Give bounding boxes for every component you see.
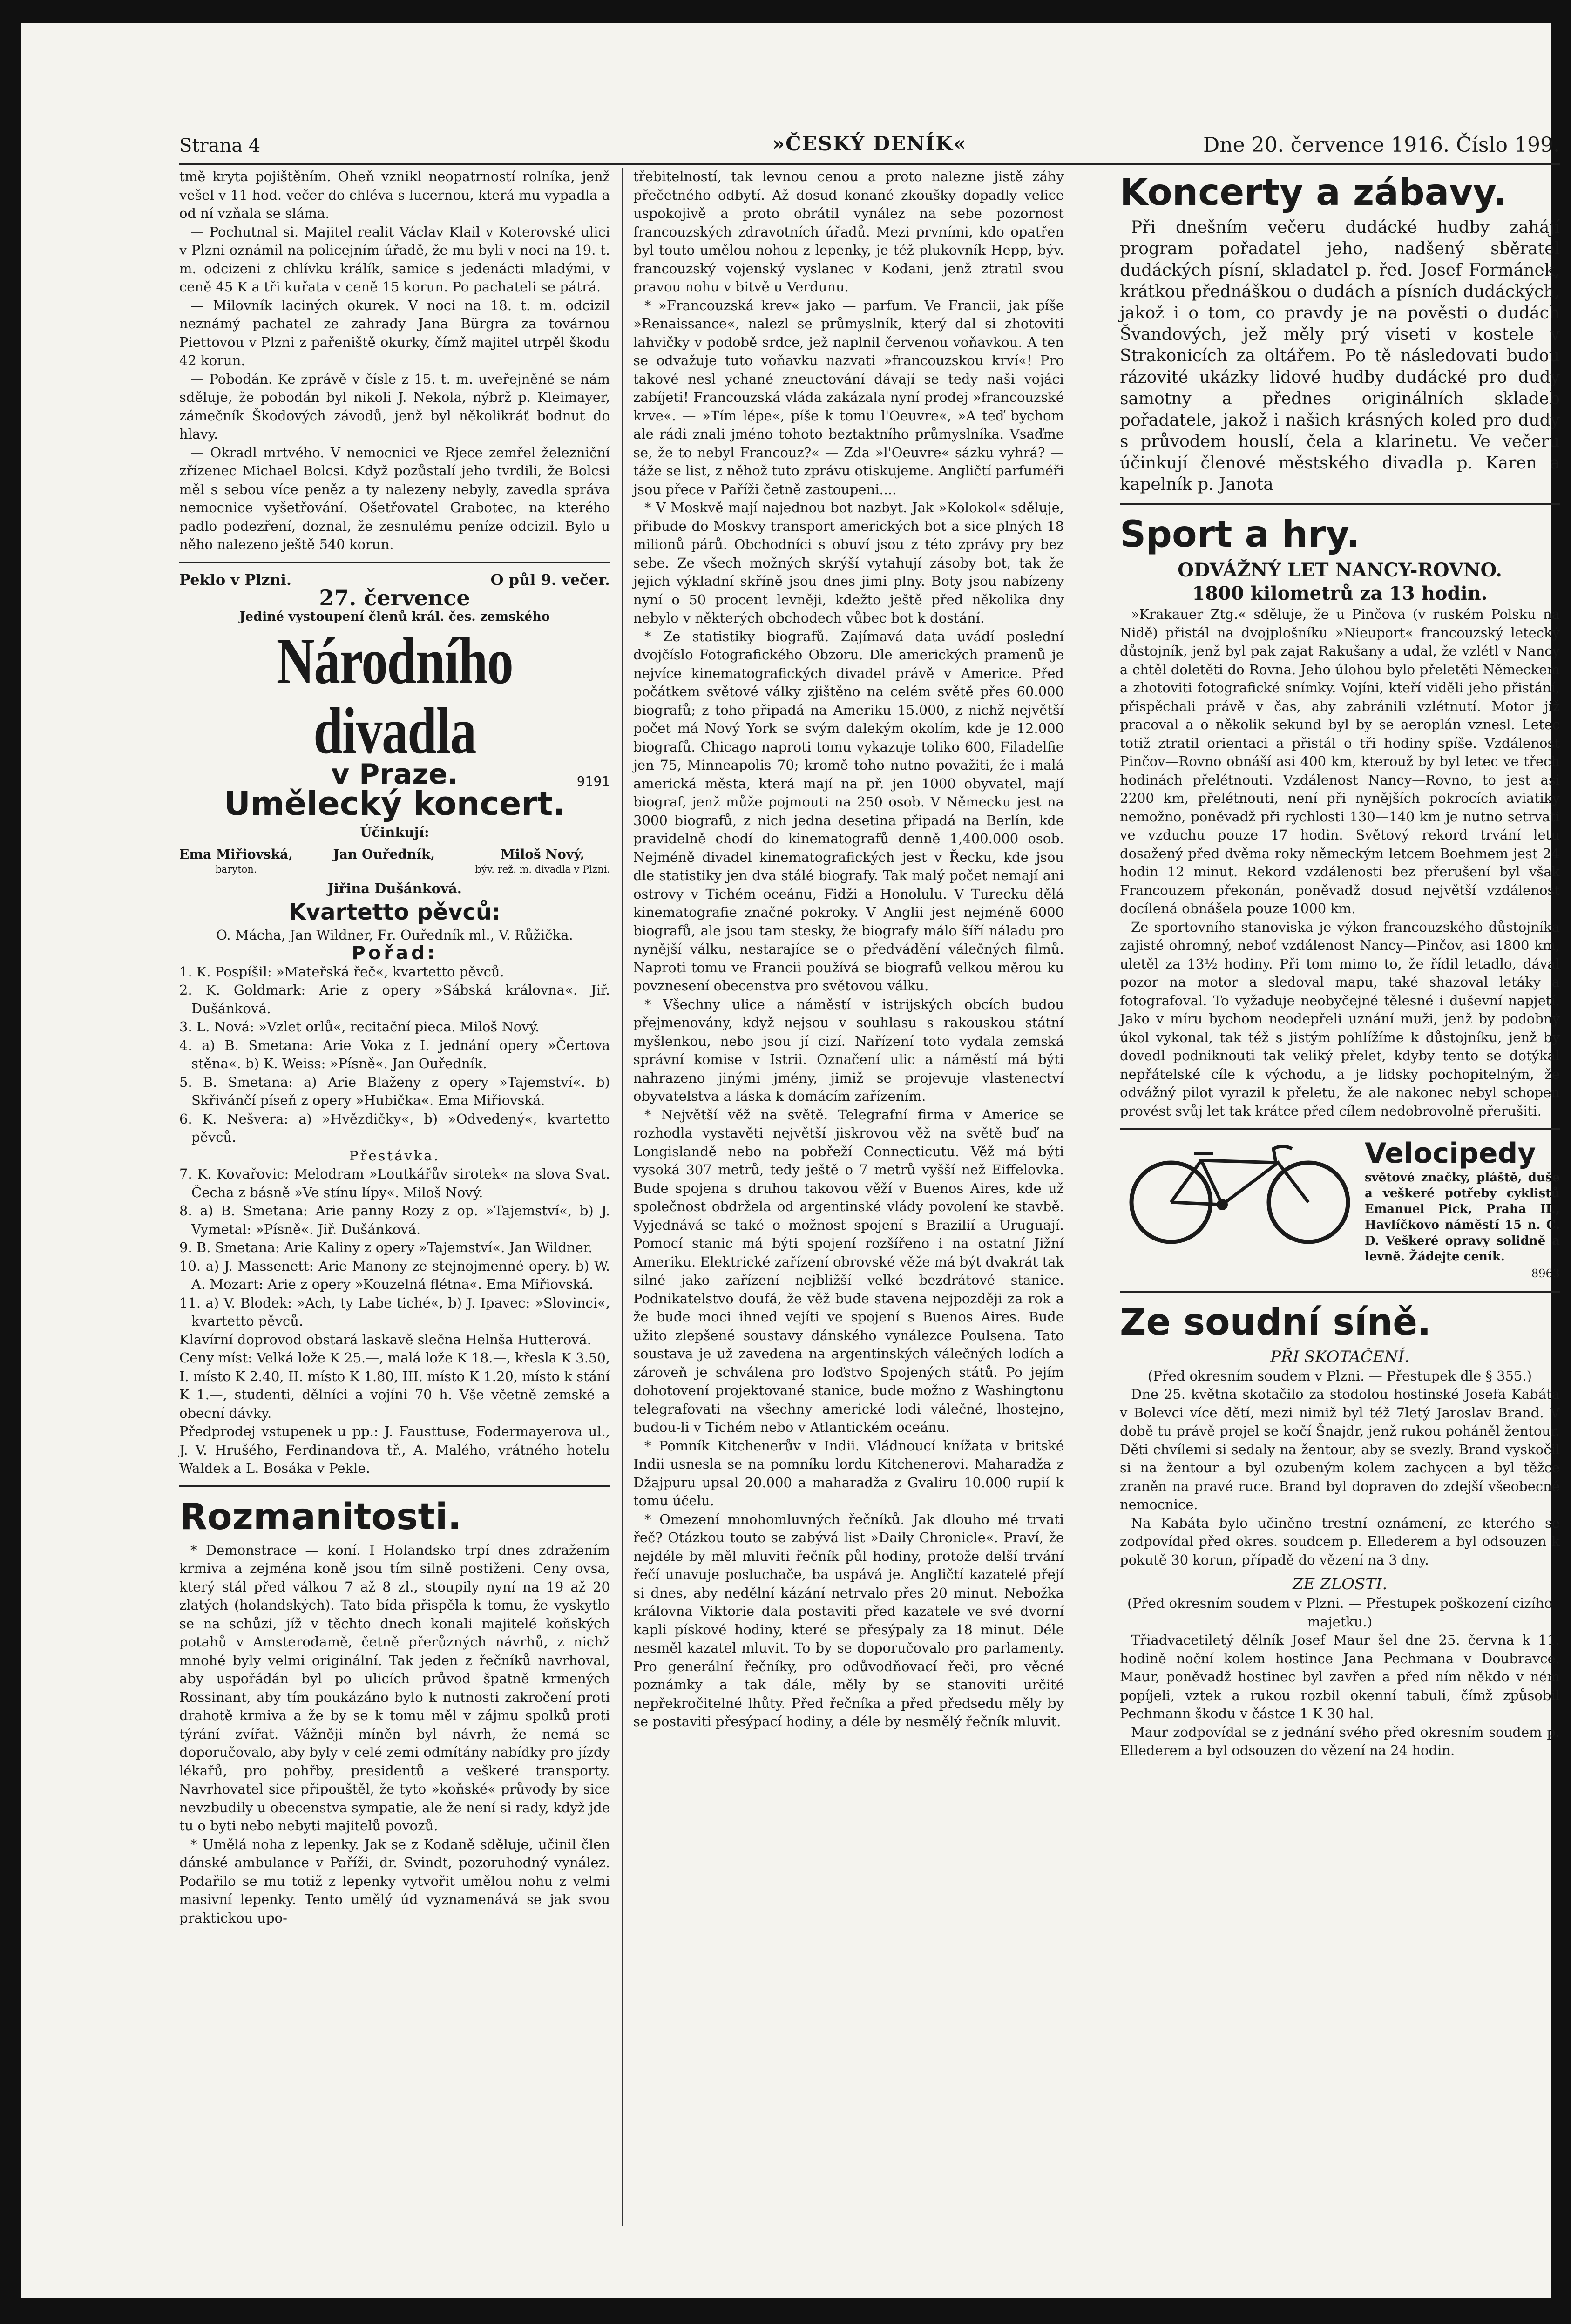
article-headline: ODVÁŽNÝ LET NANCY-ROVNO. [1178,559,1502,581]
page-number: Strana 4 [179,135,261,156]
quartet-title: Kvartetto pěvců: [288,899,501,925]
quartet-members: O. Mácha, Jan Wildner, Fr. Ouředník ml., V. Růžička. [216,927,573,943]
article-text: třebitelností, tak levnou cenou a proto nalezne jistě záhy přečetného odbytí. Až dosud konané zkoušky dopadly velice uspokojivě a proto obrátil vynález na sebe pozornost francouzských zdravotních úřadů. Mezi prvními, kdo opatřen byl touto umělou nohou z lepenky, je též plukovník Hepp, býv. francouzský vojenský vyslanec v Kodani, jenž ztratil svou pravou nohu v bitvě u Verdunu. [633,169,1064,295]
program-item: 4. a) B. Smetana: Arie Voka z I. jednání opery »Čertova stěna«. b) K. Weiss: »Písně«. Jan Ouředník. [179,1037,610,1071]
news-item: Třiadvacetiletý dělník Josef Maur šel dne 25. června k 11. hodině noční kolem hostince Jana Pechmana v Doubravce. Maur, poněvadž hostinec byl zavřen a před ním někdo v ném popíjeli, vztek a rukou rozbil okenní tabuli, čímž způsobil Pechmann škodu v částce 1 K 30 hal. [1120,1632,1560,1721]
news-item: * Pomník Kitchenerův v Indii. Vládnoucí knížata v britské Indii usnesla se na pomníku lordu Kitchenerovi. Maharadža z Džajpuru upsal 20.000 a maharadža z Gvaliru 10.000 rupií k tomu účelu. [633,1437,1064,1509]
article-subheadline: 1800 kilometrů za 13 hodin. [1192,583,1488,604]
divider [1120,503,1560,505]
performer [475,847,610,877]
program-item: 11. a) V. Blodek: »Ach, ty Labe tiché«, b) J. Ipavec: »Slovinci«, kvartetto pěvců. [179,1294,610,1329]
performer-name: Ema Miřiovská, [179,847,293,862]
divider [1120,1128,1560,1130]
performer-role: baryton. [215,864,257,875]
news-item: — Milovník laciných okurek. V noci na 18. t. m. odcizil neznámý pachatel ze zahrady Jana Bürgra za továrnou Piettovou v Plzni z pařeniště okurky, čímž majitel utrpěl škodu 42 korun. [179,297,610,368]
program-item: 2. K. Goldmark: Arie z opery »Sábská královna«. Jiř. Dušánková. [179,982,610,1016]
ticket-prices: Ceny míst: Velká lože K 25.—, malá lože K 18.—, křesla K 3.50, I. místo K 2.40, II. místo K 1.80, III. místo K 1.20, místo k stání K 1.—, studenti, dělníci a vojíni 70 h. Vše včetně zemské a obecní dávky. [179,1350,610,1421]
column-3 [1120,168,1560,2230]
news-item: * Největší věž na světě. Telegrafní firma v Americe se rozhodla vystavěti největší jiskrovou věž na světě buď na Longislandě nebo na pobřeží Connecticutu. Věž má býti vysoká 307 metrů, tedy ještě o 7 metrů vyšší než Eiffelovka. Bude spojena s druhou takovou věží v Buenos Aires, kde už společnost obdržela od argentinské vlády povolení ke stavbě. Vyjednává se také o možnost spojení s Brazilií a Uruguají. Pomocí stanic má býti spojení rozšířeno i na ostatní Jižní Ameriku. Elektrické zařízení obrovské věže má být dvakrát tak silné jako zařízení nejbližší velké bezdrátové stanice. Podnikatelstvo doufá, že věž bude stavena nejpozději za rok a že bude moci ihned vejíti ve spojení s Buenos Aires. Bude užito zlepšené soustavy dánského vynálezce Poulsena. Tato soustava je už zavedena na argentinských válečných lodích a zároveň je schválena pro loďstvo Spojených států. Po jejím dohotovení projektované stanice, bude možno z Washingtonu telegrafovati na všechny americké lodi válečné, lhostejno, budou-li v Tichém nebo v Atlantickém oceánu. [633,1106,1064,1435]
article-headline: PŘI SKOTAČENÍ. [1270,1347,1409,1366]
accompaniment-note: Klavírní doprovod obstará laskavě slečna Helnša Hutterová. [179,1331,591,1348]
divider [179,562,610,563]
section-title-rozmanitosti: Rozmanitosti. [179,1496,462,1538]
program-item: 9. B. Smetana: Arie Kaliny z opery »Tajemství«. Jan Wildner. [179,1240,593,1255]
program-item: 6. K. Nešvera: a) »Hvězdičky«, b) »Odvedený«, kvartetto pěvců. [179,1111,610,1145]
program-title: Pořad: [352,942,438,964]
ad-code: 9191 [576,773,610,789]
news-item: * Ze statistiky biografů. Zajímavá data uvádí poslední dvojčíslo Fotografického Obzoru. Dle amerických pramenů je nejvíce kinematografických divadel právě v Americe. Před počátkem světové války zjištěno na celém světě přes 60.000 biografů; z toho připadá na Ameriku 15.000, z nichž největší počet má Nový York se svým dalekým okolím, kde je 12.000 biografů. Chicago naproti tomu vykazuje toliko 600, Filadelfie jen 75, Minneapolis 70; kromě toho nutno považiti, že i malá americká města, která mají na př. jen 1000 obyvatel, mají biograf, jenž může pojmouti na 250 osob. V Německu jest na 3000 biografů, z nich jedna desetina připadá na Berlín, kde pravidelně chodí do kinematografů denně 1,400.000 osob. Nejméně divadel kinematografických jest v Řecku, kde jsou dle statistiky jen dva stálé biografy. Tak malý počet nemají ani ostrovy v Tichém oceánu, Fidži a Honolulu. V Turecku dělá kinematografie značné pokroky. V Anglii jest nejméně 6000 biografů, ale jsou tam stesky, že biografy málo šíří náladu pro nynější válku, nestarajíce se o předvádění válečných filmů. Naproti tomu ve Francii používá se biografů velkou měrou ku povznesení obecenstva pro světovou válku. [633,628,1064,994]
masthead-title: »ČESKÝ DENÍK« [772,132,967,155]
presale-info: Předprodej vstupenek u pp.: J. Fausttuse, Fodermayerova ul., J. V. Hrušého, Ferdinandova tř., A. Malého, vrátného hotelu Waldek a L. Bosáka v Pekle. [179,1423,610,1476]
bicycle-icon [1120,1137,1362,1244]
divider [1120,1291,1560,1293]
section-title-soudni-sin: Ze soudní síně. [1120,1301,1431,1343]
ad-city-text: v Praze. [331,758,458,791]
performer-name: Jiřina Dušánková. [327,881,462,896]
ad-title: Velocipedy [1365,1137,1536,1170]
news-item: * V Moskvě mají najednou bot nazbyt. Jak »Kolokol« sděluje, přibude do Moskvy transport amerických bot a sice plných 18 milionů párů. Obchodníci s obuví jsou z této zprávy pry bez sebe. Ze všech možných skrýší vytahují zásoby bot, tak že jejich výkladní skříně jsou dnes jimi plny. Boty jsou nabízeny nyní o 50 procent levněji, kdežto ještě před několika dny nebylo v některých obchodech vůbec bot k dostání. [633,500,1064,626]
program-item: 1. K. Pospíšil: »Mateřská řeč«, kvartetto pěvců. [179,963,504,980]
news-item: Na Kabáta bylo učiněno trestní oznámení, ze kterého se zodpovídal před okres. soudcem p. Ellederem a byl odsouzen k pokutě 30 korun, případě do vězení na 3 dny. [1120,1515,1560,1568]
column-1 [179,168,610,2230]
column-2 [633,168,1064,2230]
section-title-koncerty: Koncerty a zábavy. [1120,172,1507,214]
news-item: — Pochutnal si. Majitel realit Václav Klail v Koterovské ulici v Plzni oznámil na policejním úřadě, že mu byli v noci na 19. t. m. odcizeni z chlívku králík, samice s jedenácti mladými, v ceně 45 K a tři kuřata v ceně 15 korun. Po pachateli se pátrá. [179,224,610,295]
ad-theatre-name: Národního divadla [276,624,513,767]
performer-name: Miloš Nový, [501,847,585,862]
ad-performers-label: Účinkují: [360,824,429,840]
news-item: Při dnešním večeru dudácké hudby zahájí program pořadatel jeho, nadšený sběratel dudáckých písní, skladatel p. řed. Josef Formánek, krátkou přednáškou o dudách a písních dudáckých, jakož i o tom, co pravdy je na pověsti o dudách Švandových, jež měly prý viseti v kostele v Strakonicích za oltářem. Po tě následovati budou rázovité ukázky lidové hudby dudácké pro dudy samotny a přednes originálních skladeb pořadatele, jakož i našich krásných koled pro dudy s průvodem houslí, čela a klarinetu. Ve večeru účinkují členové městského divadla p. Karen a kapelník p. Janota [1120,218,1560,494]
news-item: — Pobodán. Ke zprávě v čísle z 15. t. m. uveřejněné se nám sděluje, že pobodán byl nikoli J. Nekola, nýbrž p. Kleimayer, zámečník Škodových závodů, jenž byl několikráť bodnut do hlavy. [179,371,610,442]
court-note: (Před okresním soudem v Plzni. — Přestupek dle § 355.) [1147,1368,1532,1384]
news-item: * Umělá noha z lepenky. Jak se z Kodaně sděluje, učinil člen dánské ambulance v Paříži, dr. Svindt, pozoruhodný vynález. Podařilo se mu totiž z lepenky vytvořit umělou nohu z velmi masivní lepenky. Tento umělý úd vyznamenává se jak svou praktickou upo- [179,1836,610,1926]
date-issue: Dne 20. července 1916. Číslo 199. [1203,133,1560,157]
ad-venue: Peklo v Plzni. [179,570,292,589]
program-item: 3. L. Nová: »Vzlet orlů«, recitační pieca. Miloš Nový. [179,1019,540,1035]
article-text: tmě kryta pojištěním. Oheň vznikl neopatrností rolníka, jenž vešel v 11 hod. večer do chléva s lucernou, která mu vypadla a od ní vzňala se sláma. [179,169,610,221]
program-list [179,963,610,1331]
performers-row [179,847,610,877]
section-title-sport: Sport a hry. [1120,514,1360,556]
program-item: 7. K. Kovařovic: Melodram »Loutkářův sirotek« na slova Svat. Čecha z básně »Ve stínu lípy«. Miloš Nový. [179,1166,610,1200]
ad-city [179,758,610,791]
bicycle-advertisement [1120,1137,1560,1283]
performer [333,847,435,877]
ad-code: 8963 [1531,1267,1560,1280]
ad-text: světové značky, pláště, duše a veškeré potřeby cyklistů Emanuel Pick, Praha II., Havlíčkovo náměstí 15 n. C. D. Veškeré opravy solidně a levně. Žádejte ceník. [1365,1171,1560,1264]
intermission: Přestávka. [349,1147,440,1164]
newspaper-page [179,121,1560,2240]
program-item: 5. B. Smetana: a) Arie Blaženy z opery »Tajemství«. b) Skřivánčí píseň z opery »Hubička«. Ema Miřiovská. [179,1074,610,1108]
news-item: »Krakauer Ztg.« sděluje, že u Pinčova (v ruském Polsku na Nidě) přistál na dvojplošníku »Nieuport« francouzský letecký důstojník, jenž byl pak zajat Rakušany a udal, že vzlétl v Nancy a chtěl doletěti do Rovna. Jeho úlohou bylo přeletěti Německem a zhotoviti fotografické snímky. Vojíni, kteří viděli jeho přistání, přispěchali právě v čas, aby zabránili vzlétnutí. Motor již pracoval a o několik sekund byl by se aeroplán vznesl. Letec totiž ztratil orientaci a přistál o tři hodiny spíše. Vzdálenost Pinčov—Rovno obnáší asi 400 km, kterouž by byl letec ve třech hodinách přelétnouti. Vzdálenost Nancy—Rovno, to jest asi 2200 km, přelétnouti, není při nynějších pokrocích aviatiky nemožno, poněvadž při rychlosti 130—140 km je nutno setrvati ve vzduchu pouze 17 hodin. Světový rekord trvání letu dosažený před dvěma roky německým letcem Boehmem jest 24 hodin 12 minut. Rekord vzdálenosti bez přerušení byl však Francouzem překonán, poněvadž dosud největší vzdálenost docílená obnášela pouze 1000 km. [1120,606,1560,916]
column-divider [622,168,623,2226]
divider [179,1485,610,1487]
newspaper-sheet [21,23,1560,2298]
ad-date: 27. července [319,585,470,610]
page-header [179,121,1560,165]
ad-subtitle: Jediné vystoupení členů král. čes. zemského [239,609,550,624]
bicycle-ad-text [1365,1137,1560,1283]
performer [179,847,293,877]
performer-role: býv. rež. m. divadla v Plzni. [475,864,610,875]
concert-advertisement [179,571,610,1478]
news-item: * »Francouzská krev« jako — parfum. Ve Francii, jak píše »Renaissance«, nalezl se průmyslník, který dal si zhotoviti lahvičky v podobě srdce, jež naplnil červenou voňavkou. A ten se odvažuje tuto voňavku nazvati »francouzskou krví«! Pro takové nesl ychané zneuctování dávají se tedy naši vojáci zabíjeti! Francouzská vláda zakázala nyní prodej »francouzské krve«. — »Tím lépe«, píše k tomu l'Oeuvre«, »A teď bychom ale rádi znali jméno tohoto beztaktního průmyslníka. Vsaďme se, že to nebyl Francouz?« — Zda »l'Oeuvre« sázku vyhrá? — táže se list, z něhož tuto zprávu otiskujeme. Angličtí parfuméři jsou přece v Paříži četně zastoupeni.... [633,297,1064,497]
ad-time: O půl 9. večer. [490,570,610,589]
news-item: Maur zodpovídal se z jednání svého před okresním soudem p. Ellederem a byl odsouzen do vězení na 24 hodin. [1120,1724,1560,1758]
court-note: (Před okresním soudem v Plzni. — Přestupek poškození cizího majetku.) [1127,1595,1552,1630]
news-item: * Omezení mnohomluvných řečníků. Jak dlouho mé trvati řeč? Otázkou touto se zabývá list »Daily Chronicle«. Praví, že nejdéle by měl mluviti řečník půl hodiny, protože delší trvání řečí unavuje posluchače, ba uspává je. Angličtí kazatelé přejí si dnes, aby nedělní kázání netrvalo přes 20 minut. Nebožka královna Viktorie dala postaviti před kazatele ve své dvorní kapli pískové hodiny, které se přesýpaly za 18 minut. Déle nesměl kazatel mluvit. To by se doporučovalo pro parlamenty. Pro generální řečníky, pro odůvodňovací řeči, pro věcné poznámky a tak dále, měly by se stanoviti určité nepřekročitelné lhůty. Před řečníka a před předsedu měly by se postaviti přesýpací hodiny, a déle by nesmělý řečník mluvit. [633,1511,1064,1729]
performer-name: Jan Ouředník, [333,847,435,862]
ad-concert-title: Umělecký koncert. [224,784,565,823]
news-item: * Demonstrace — koní. I Holandsko trpí dnes zdražením krmiva a zejména koně jsou tím silně postiženi. Ceny ovsa, který stál před válkou 7 až 8 zl., stoupily nyní na 19 až 20 zlatých (holandských). Tato bída přispěla k tomu, že vyskytlo se na schůzi, jíž v těchto dnech konali majitelé koňských potahů v Amsterodamě, četně přerůzných návrhů, z nichž mnohé byly velmi originální. Tak jeden z řečníků navrhoval, aby uspořádán byl po ulicích průvod špatně krmených Rossinant, aby tím poukázáno bylo k nutnosti zakročení proti drahotě krmiva a že by se k tomu měl v zájmu spolků proti týrání zvířat. Vážněji míněn byl návrh, že nemá se doporučovalo, aby byly v celé zemi odmítány nabídky pro jízdy lékařů, pro pohřby, presidentů a veškeré transporty. Navrhovatel sice připouštěl, že tyto »koňské« průvody by sice nevzbudily u obecenstva sympatie, ale že není si rady, když jde tu o byti nebo nebyti majitelů povozů. [179,1542,610,1834]
news-item: Dne 25. května skotačilo za stodolou hostinské Josefa Kabáta v Bolevci více dětí, mezi nimiž byl též 7letý Jaroslav Brand. V době tu právě projel se kočí Šnajdr, jenž rukou poháněl žentour. Děti chvílemi si sedaly na žentour, aby se svezly. Brand vyskočil si na žentour a byl ozubeným kolem zachycen a byl těžce zraněn na pravé ruce. Brand byl dopraven do zdejší všeobecné nemocnice. [1120,1386,1560,1512]
program-item: 8. a) B. Smetana: Arie panny Rozy z op. »Tajemství«, b) J. Vymetal: »Písně«. Jiř. Dušánková. [179,1203,610,1237]
news-item: * Všechny ulice a náměstí v istrijských obcích budou přejmenovány, když nejsou v souhlasu s rakouskou státní myšlenkou, nebo jsou jí cizí. Nařízení toto vydala zemská správní komise v Istrii. Označení ulic a náměstí má býti nahrazeno jinými jmény, jimiž se projevuje vlastenectví obyvatelstva a láska k domácím zařízením. [633,996,1064,1104]
news-item: — Okradl mrtvého. V nemocnici ve Rjece zemřel železniční zřízenec Michael Bolcsi. Když pozůstalí jeho tvrdili, že Bolcsi měl s sebou více peněz a ty nalezeny nebyly, zavedla správa nemocnice vyšetřování. Ošetřovatel Grabotec, na kterého padlo podezření, doznal, že zesnulému peníze odcizil. Bylo u něho nalezeno ještě 540 korun. [179,444,610,552]
article-headline: ZE ZLOSTI. [1292,1575,1388,1593]
program-item: 10. a) J. Massenett: Arie Manony ze stejnojmenné opery. b) W. A. Mozart: Arie z opery »Kouzelná flétna«. Ema Miřiovská. [179,1258,610,1292]
news-item: Ze sportovního stanoviska je výkon francouzského důstojníka zajisté ohromný, neboť vzdálenost Nancy—Pinčov, asi 1800 km, uletěl za 13½ hodiny. Při tom mimo to, že řídil letadlo, dával pozor na motor a sledoval mapu, také shazoval letáky a fotografoval. To vyžaduje neobyčejné tělesné i duševní napjetí. Jako v míru bychom neodepřeli uznání muži, jenž by podobný úkol vykonal, tak též s jistým pohlížíme k důstojníku, jenž by dovedl podniknouti tak veliký přelet, kdyby tento se dotýkal nepřátelské cíle k východu, a je lidsky pochopitelným, že odvážný pilot vyrazil k přeletu, že ale nakonec nebyl schopen provést svůj let tak krátce před cílem nedobrovolně přerušiti. [1120,919,1560,1119]
